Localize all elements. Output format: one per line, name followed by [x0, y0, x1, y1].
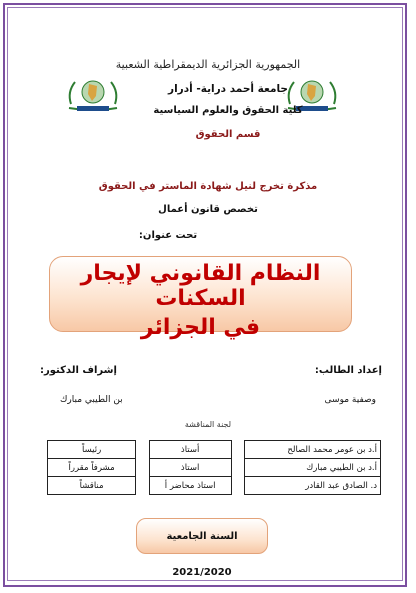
supervisor-name: بن الطيبي مبارك: [60, 395, 123, 405]
jury-member-name: د. الصادق عبد القادر: [245, 477, 381, 495]
thesis-title-line2: في الجزائر: [140, 315, 261, 340]
jury-member-name: أ.د بن عومر محمد الصالح: [245, 441, 381, 459]
memo-statement: مذكرة تخرج لنيل شهادة الماستر في الحقوق: [98, 181, 318, 192]
academic-year: السنة الجامعية 2021/2020: [136, 518, 268, 554]
jury-member-rank: استاذ محاضر أ: [149, 477, 231, 495]
jury-member-rank: استاذ: [149, 459, 231, 477]
jury-table: [47, 440, 381, 495]
table-row: [48, 459, 381, 477]
university-name: جامعة أحمد دراية- أدرار: [168, 83, 288, 95]
jury-member-rank: أستاذ: [149, 441, 231, 459]
table-row: [48, 441, 381, 459]
table-row: [48, 477, 381, 495]
jury-member-role: مشرفاً مقرراً: [48, 459, 136, 477]
jury-label: لجنة المناقشة: [184, 420, 232, 429]
supervisor-label: إشراف الدكتور:: [40, 365, 117, 376]
student-label: إعداد الطالب:: [314, 365, 382, 376]
thesis-title-line1: النظام القانوني لإيجار السكنات: [80, 261, 321, 311]
specialty: تخصص قانون أعمال: [158, 204, 258, 215]
student-name: وصفية موسى: [324, 395, 376, 405]
republic-heading: الجمهورية الجزائرية الديمقراطية الشعبية: [115, 58, 301, 71]
under-title-label: تحت عنوان:: [138, 230, 198, 241]
jury-member-name: أ.د بن الطيبي مبارك: [245, 459, 381, 477]
faculty-name: كلية الحقوق والعلوم السياسية: [153, 105, 303, 116]
department-name: قسم الحقوق: [195, 129, 261, 140]
thesis-title-box: [49, 256, 352, 340]
jury-member-role: رئيساً: [48, 441, 136, 459]
jury-member-role: مناقشاً: [48, 477, 136, 495]
